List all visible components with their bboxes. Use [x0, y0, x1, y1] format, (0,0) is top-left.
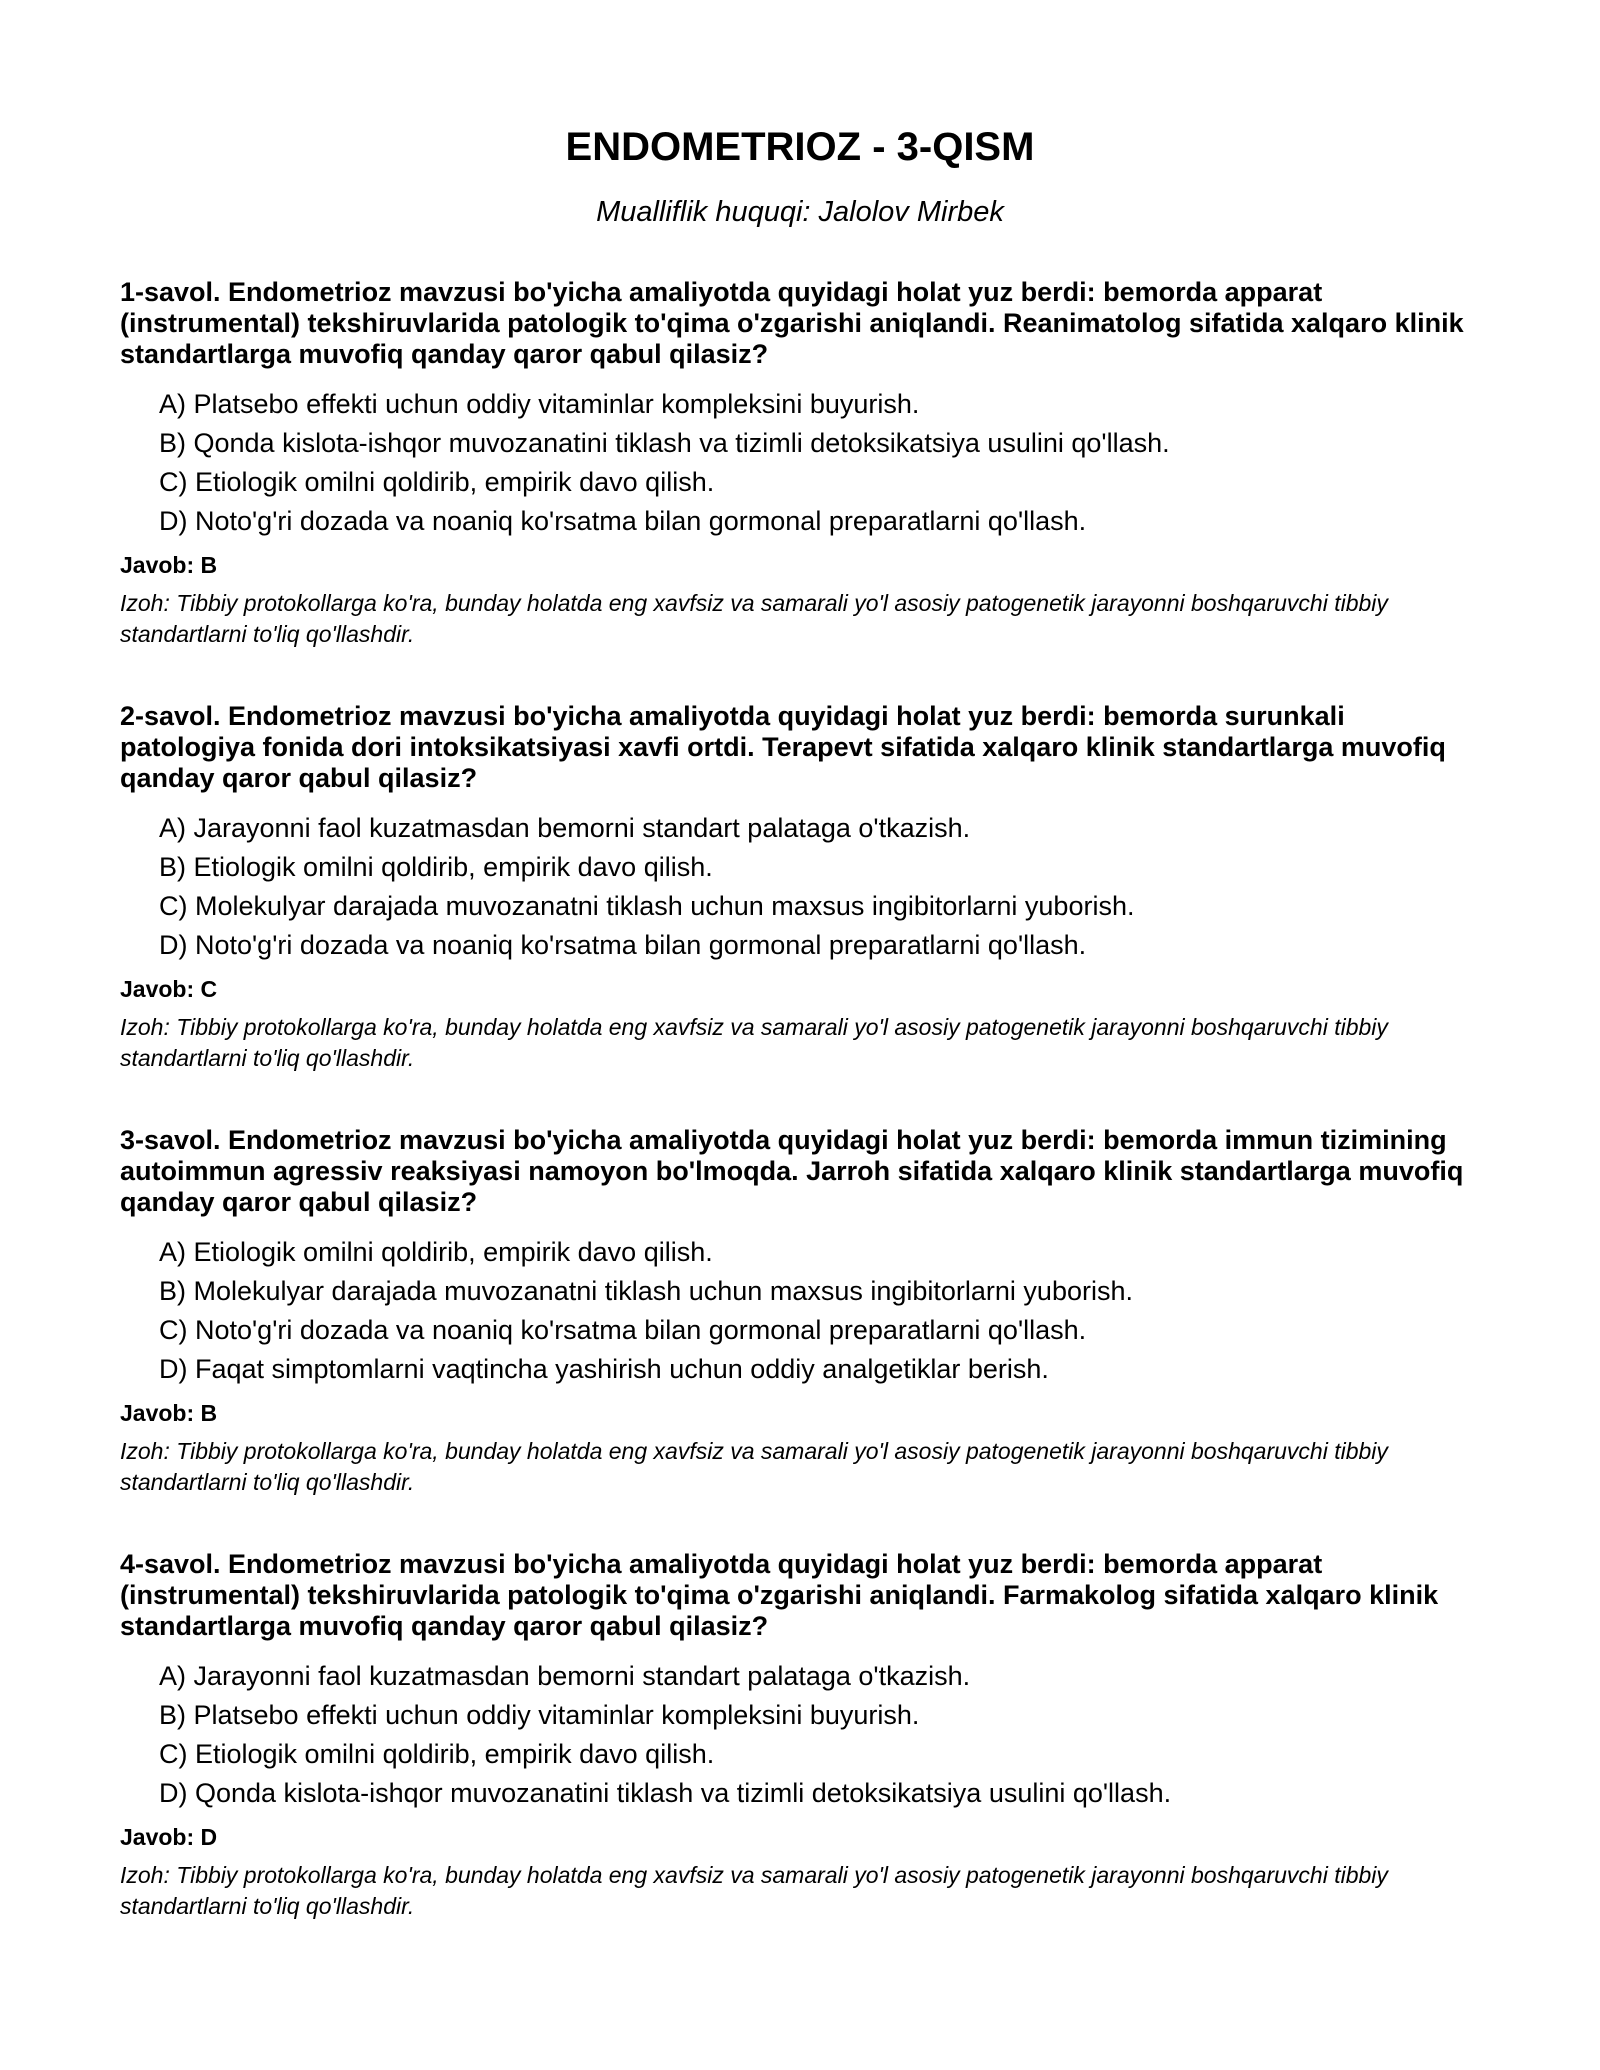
option-c: C) Noto'g'ri dozada va noaniq ko'rsatma bilan gormonal preparatlarni qo'llash. — [159, 1315, 1087, 1345]
option-b: B) Platsebo effekti uchun oddiy vitaminlar kompleksini buyurish. — [159, 1700, 920, 1730]
option-b: B) Qonda kislota-ishqor muvozanatini tiklash va tizimli detoksikatsiya usulini qo'llash. — [159, 428, 1170, 458]
question-block — [120, 1125, 1480, 1498]
page-title: ENDOMETRIOZ - 3-QISM — [565, 125, 1035, 169]
explanation-note: Izoh: Tibbiy protokollarga ko'ra, bunday holatda eng xavfsiz va samarali yo'l asosiy patogenetik jarayonni boshqaruvchi tibbiy standartlarni to'liq qo'llashdir. — [120, 1438, 1388, 1495]
option-d: D) Noto'g'ri dozada va noaniq ko'rsatma bilan gormonal preparatlarni qo'llash. — [159, 930, 1087, 960]
option-c: C) Etiologik omilni qoldirib, empirik davo qilish. — [159, 467, 715, 497]
answer-label: Javob: B — [120, 552, 218, 578]
explanation-note: Izoh: Tibbiy protokollarga ko'ra, bunday holatda eng xavfsiz va samarali yo'l asosiy patogenetik jarayonni boshqaruvchi tibbiy standartlarni to'liq qo'llashdir. — [120, 1014, 1388, 1071]
option-c: C) Etiologik omilni qoldirib, empirik davo qilish. — [159, 1739, 715, 1769]
option-a: A) Platsebo effekti uchun oddiy vitaminlar kompleksini buyurish. — [159, 389, 920, 419]
question-block — [120, 277, 1480, 650]
question-text: 1-savol. Endometrioz mavzusi bo'yicha amaliyotda quyidagi holat yuz berdi: bemorda apparat (instrumental) tekshiruvlarida patologik to'qima o'zgarishi aniqlandi. Reanimatolog sifatida xalqaro klinik standartlarga muvofiq qanday qaror qabul qilasiz? — [120, 277, 1464, 369]
question-block — [120, 701, 1480, 1074]
option-b: B) Etiologik omilni qoldirib, empirik davo qilish. — [159, 852, 713, 882]
option-list — [120, 385, 1480, 541]
option-list — [120, 1233, 1480, 1389]
answer-label: Javob: B — [120, 1400, 218, 1426]
option-list — [120, 1657, 1480, 1813]
question-text: 4-savol. Endometrioz mavzusi bo'yicha amaliyotda quyidagi holat yuz berdi: bemorda apparat (instrumental) tekshiruvlarida patologik to'qima o'zgarishi aniqlandi. Farmakolog sifatida xalqaro klinik standartlarga muvofiq qanday qaror qabul qilasiz? — [120, 1549, 1439, 1641]
option-d: D) Qonda kislota-ishqor muvozanatini tiklash va tizimli detoksikatsiya usulini qo'llash. — [159, 1778, 1172, 1808]
question-list — [120, 277, 1480, 1922]
question-text: 2-savol. Endometrioz mavzusi bo'yicha amaliyotda quyidagi holat yuz berdi: bemorda surunkali patologiya fonida dori intoksikatsiyasi xavfi ortdi. Terapevt sifatida xalqaro klinik standartlarga muvofiq qanday qaror qabul qilasiz? — [120, 701, 1446, 793]
option-a: A) Jarayonni faol kuzatmasdan bemorni standart palataga o'tkazish. — [159, 1661, 971, 1691]
option-a: A) Jarayonni faol kuzatmasdan bemorni standart palataga o'tkazish. — [159, 813, 971, 843]
copyright-subtitle: Mualliflik huquqi: Jalolov Mirbek — [596, 196, 1004, 228]
option-d: D) Noto'g'ri dozada va noaniq ko'rsatma bilan gormonal preparatlarni qo'llash. — [159, 506, 1087, 536]
explanation-note: Izoh: Tibbiy protokollarga ko'ra, bunday holatda eng xavfsiz va samarali yo'l asosiy patogenetik jarayonni boshqaruvchi tibbiy standartlarni to'liq qo'llashdir. — [120, 590, 1388, 647]
option-c: C) Molekulyar darajada muvozanatni tiklash uchun maxsus ingibitorlarni yuborish. — [159, 891, 1135, 921]
question-text: 3-savol. Endometrioz mavzusi bo'yicha amaliyotda quyidagi holat yuz berdi: bemorda immun tizimining autoimmun agressiv reaksiyasi namoyon bo'lmoqda. Jarroh sifatida xalqaro klinik standartlarga muvofiq qanday qaror qabul qilasiz? — [120, 1125, 1464, 1217]
option-list — [120, 809, 1480, 965]
option-d: D) Faqat simptomlarni vaqtincha yashirish uchun oddiy analgetiklar berish. — [159, 1354, 1049, 1384]
explanation-note: Izoh: Tibbiy protokollarga ko'ra, bunday holatda eng xavfsiz va samarali yo'l asosiy patogenetik jarayonni boshqaruvchi tibbiy standartlarni to'liq qo'llashdir. — [120, 1862, 1388, 1919]
option-b: B) Molekulyar darajada muvozanatni tiklash uchun maxsus ingibitorlarni yuborish. — [159, 1276, 1133, 1306]
question-block — [120, 1549, 1480, 1922]
answer-label: Javob: D — [120, 1824, 218, 1850]
option-a: A) Etiologik omilni qoldirib, empirik davo qilish. — [159, 1237, 713, 1267]
answer-label: Javob: C — [120, 976, 218, 1002]
